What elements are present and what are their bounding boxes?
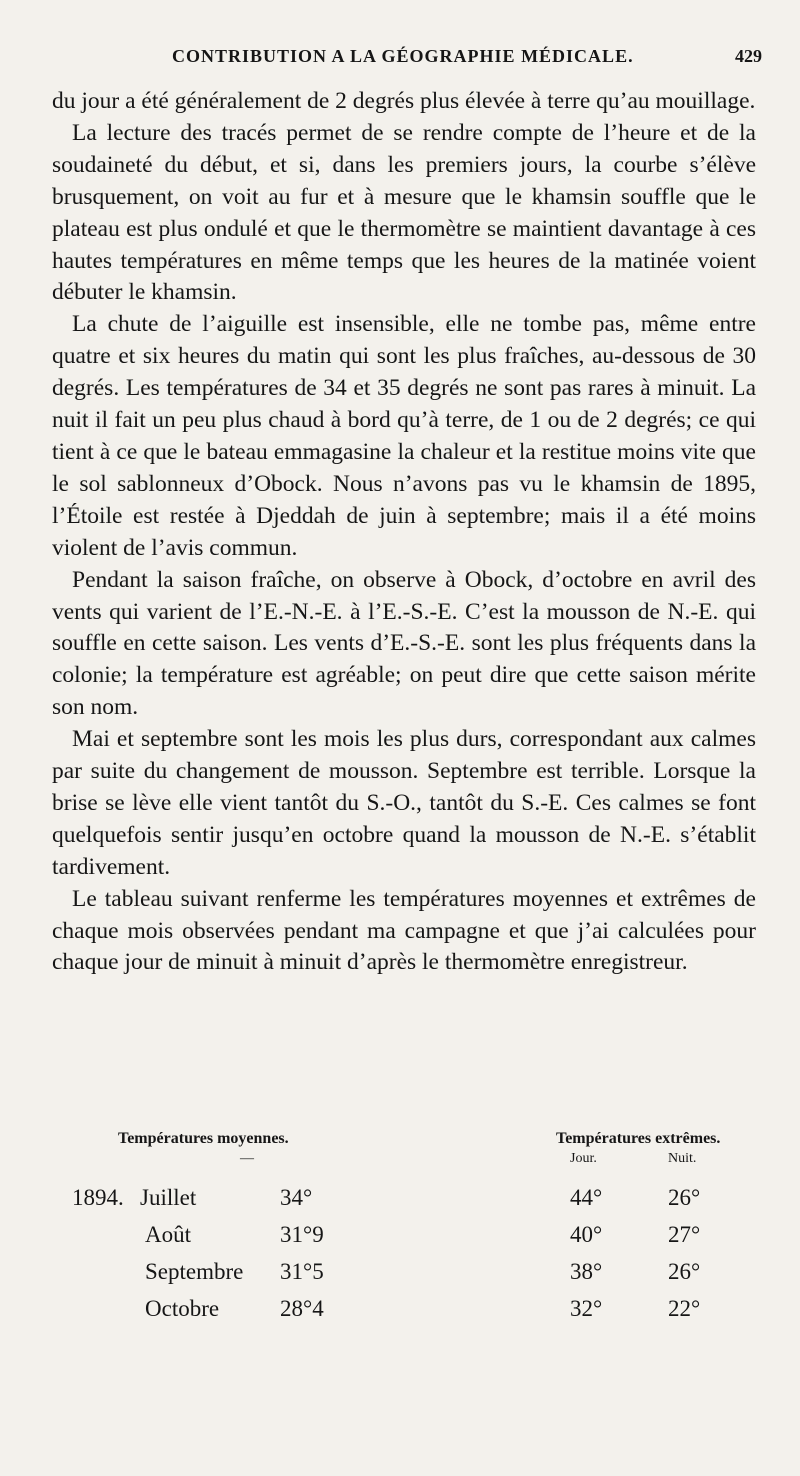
page-header <box>58 46 762 72</box>
paragraph: La chute de l’aiguille est insensible, elle ne tombe pas, même entre quatre et six heures du matin qui sont les plus fraîches, au-dessous de 30 degrés. Les températures de 34 et 35 degrés ne sont pas rares à minuit. La nuit il fait un peu plus chaud à bord qu’à terre, de 1 ou de 2 degrés; ce qui tient à ce que le bateau emmagasine la chaleur et la restitue moins vite que le sol sablonneux d’Obock. Nous n’avons pas vu le khamsin de 1895, l’Étoile est restée à Djeddah de juin à septembre; mais il a été moins violent de l’avis commun. <box>52 311 756 561</box>
table-month: Août <box>145 1222 191 1247</box>
temperature-table <box>48 1130 768 1360</box>
table-mean: 34° <box>280 1185 313 1210</box>
paragraph: La lecture des tracés permet de se rendre compte de l’heure et de la soudaineté du début, et si, dans les premiers jours, la courbe s’élève brusquement, on voit au fur et à mesure que le khamsin souffle que le plateau est plus ondulé et que le thermomètre se maintient davantage à ces hautes températures en même temps que les heures de la matinée voient débuter le khamsin. <box>52 119 756 306</box>
running-title: CONTRIBUTION A LA GÉOGRAPHIE MÉDICALE. <box>172 46 634 66</box>
header-jour: Jour. <box>570 1151 597 1166</box>
header-extreme-temperatures: Températures extrêmes. <box>556 1130 721 1147</box>
table-day: 32° <box>570 1296 603 1321</box>
table-mean: 31°5 <box>280 1259 324 1284</box>
table-mean: 31°9 <box>280 1222 324 1247</box>
table-day: 40° <box>570 1222 603 1247</box>
table-night: 22° <box>668 1296 701 1321</box>
table-mean: 28°4 <box>280 1296 324 1321</box>
header-mean-temperatures: Températures moyennes. <box>118 1130 289 1147</box>
paragraph: Pendant la saison fraîche, on observe à Obock, d’octobre en avril des vents qui varient de l’E.-N.-E. à l’E.-S.-E. C’est la mousson de N.-E. qui souffle en cette saison. Les vents d’E.-S.-E. sont les plus fréquents dans la colonie; la température est agréable; on peut dire que cette saison mérite son nom. <box>52 566 756 721</box>
table-month: Septembre <box>145 1259 244 1284</box>
header-nuit: Nuit. <box>668 1151 697 1166</box>
table-night: 27° <box>668 1222 701 1247</box>
paragraph: Le tableau suivant renferme les températures moyennes et extrêmes de chaque mois observées pendant ma campagne et que j’ai calculées pour chaque jour de minuit à minuit d’après le thermomètre enregistreur. <box>52 885 756 976</box>
table-day: 38° <box>570 1259 603 1284</box>
table-month: Juillet <box>140 1185 197 1210</box>
table-day: 44° <box>570 1185 603 1210</box>
paragraph: Mai et septembre sont les mois les plus durs, correspondant aux calmes par suite du changement de mousson. Septembre est terrible. Lorsque la brise se lève elle vient tantôt du S.-O., tantôt du S.-E. Ces calmes se font quelquefois sentir jusqu’en octobre quand la mousson de N.-E. s’établit tardivement. <box>52 726 756 880</box>
table-night: 26° <box>668 1185 701 1210</box>
header-dash: — <box>240 1151 254 1166</box>
table-year: 1894. <box>72 1185 124 1210</box>
paragraph: du jour a été généralement de 2 degrés plus élevée à terre qu’au mouillage. <box>52 88 756 114</box>
table-month: Octobre <box>145 1296 220 1321</box>
table-night: 26° <box>668 1259 701 1284</box>
body-text <box>52 86 756 979</box>
page-number: 429 <box>735 46 762 66</box>
